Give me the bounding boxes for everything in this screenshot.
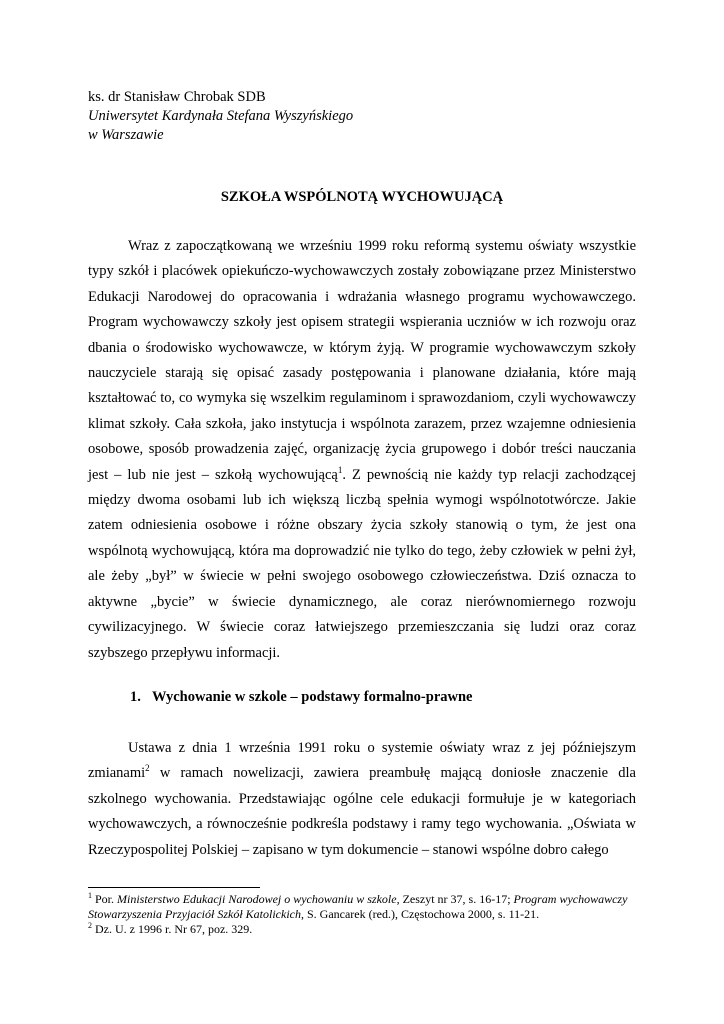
section-title: Wychowanie w szkole – podstawy formalno-prawne: [152, 689, 473, 705]
paragraph-intro: [88, 234, 636, 666]
footnote-2-text-1: Dz. U. z 1996 r. Nr 67, poz. 329.: [92, 922, 253, 936]
footnote-reference-2: 2: [145, 763, 150, 774]
paragraph-intro-text-a: Wraz z zapoczątkowaną we wrześniu 1999 roku reformą systemu oświaty wszystkie typy szkół i placówek opiekuńczo-wychowawczych zostały zobowiązane przez Ministerstwo Edukacji Narodowej do opracowania i wdrażania własnego programu wychowawczego. Program wychowawczy szkoły jest opisem strategii wspierania uczniów w ich rozwoju oraz dbania o środowisko wychowawcze, w którym żyją. W programie wychowawczym szkoły nauczyciele starają się opisać zasady postępowania i planowane działania, które mają kształtować to, co wymyka się wszelkim regulaminom i sprawozdaniom, czyli wychowawczy klimat szkoły. Cała szkoła, jako instytucja i wspólnota zarazem, przez wzajemne odniesienia osobowe, sposób prowadzenia zajęć, organizację życia grupowego i dobór treści nauczania jest – lub nie jest – szkołą wychowującą: [88, 238, 636, 483]
footnote-1-number: 1: [88, 891, 92, 900]
footnote-2: [88, 922, 640, 937]
paragraph-legal-text-b: w ramach nowelizacji, zawiera preambułę mającą doniosłe znaczenie dla szkolnego wychowania. Przedstawiając ogólne cele edukacji formułuje je w kategoriach wychowawczych, a równocześnie podkreśla podstawy i ramy tego wychowania. „Oświata w Rzeczypospolitej Polskiej – zapisano w tym dokumencie – stanowi wspólne dobro całego: [88, 765, 636, 858]
author-affiliation-line1: Uniwersytet Kardynała Stefana Wyszyńskiego: [88, 108, 354, 124]
footnotes: [88, 892, 640, 937]
footnote-1-text-3: , S. Gancarek (red.), Częstochowa 2000, s. 11-21.: [300, 907, 540, 921]
footnote-1-text-2: , Zeszyt nr 37, s. 16-17;: [396, 892, 514, 906]
footnote-separator: [88, 887, 260, 888]
footnote-reference-1: 1: [337, 464, 343, 475]
document-title: SZKOŁA WSPÓLNOTĄ WYCHOWUJĄCĄ: [220, 189, 504, 205]
author-block: [88, 88, 353, 145]
footnote-1-italic-2: Program wychowawczy Stowarzyszenia Przyjaciół Szkół Katolickich: [88, 892, 628, 921]
section-number: 1.: [130, 689, 141, 705]
author-name: ks. dr Stanisław Chrobak SDB: [88, 89, 266, 105]
footnote-1: [88, 892, 640, 922]
footnote-1-italic-1: Ministerstwo Edukacji Narodowej o wychowaniu w szkole: [117, 892, 397, 906]
paragraph-legal: [88, 736, 636, 863]
paragraph-legal-text-a: Ustawa z dnia 1 września 1991 roku o systemie oświaty wraz z jej późniejszym zmianami: [88, 740, 636, 782]
author-affiliation-line2: w Warszawie: [88, 127, 164, 143]
footnote-2-number: 2: [88, 921, 92, 930]
paragraph-intro-text-b: . Z pewnością nie każdy typ relacji zachodzącej między dwoma osobami lub ich większą liczbą spełnia wymogi wspólnototwórcze. Jakie zatem odniesienia osobowe i różne obszary życia szkoły stanowią o tym, że jest ona wspólnotą wychowującą, która ma doprowadzić nie tylko do tego, żeby człowiek w pełni żył, ale żeby „był” w świecie w pełni swojego osobowego człowieczeństwa. Dziś oznacza to aktywne „bycie” w świecie dynamicznego, ale coraz nierównomiernego rozwoju cywilizacyjnego. W świecie coraz łatwiejszego przemieszczania się ludzi oraz coraz szybszego przepływu informacji.: [88, 466, 636, 661]
section-heading-1: [130, 688, 472, 707]
footnote-1-text-1: Por.: [92, 892, 118, 906]
